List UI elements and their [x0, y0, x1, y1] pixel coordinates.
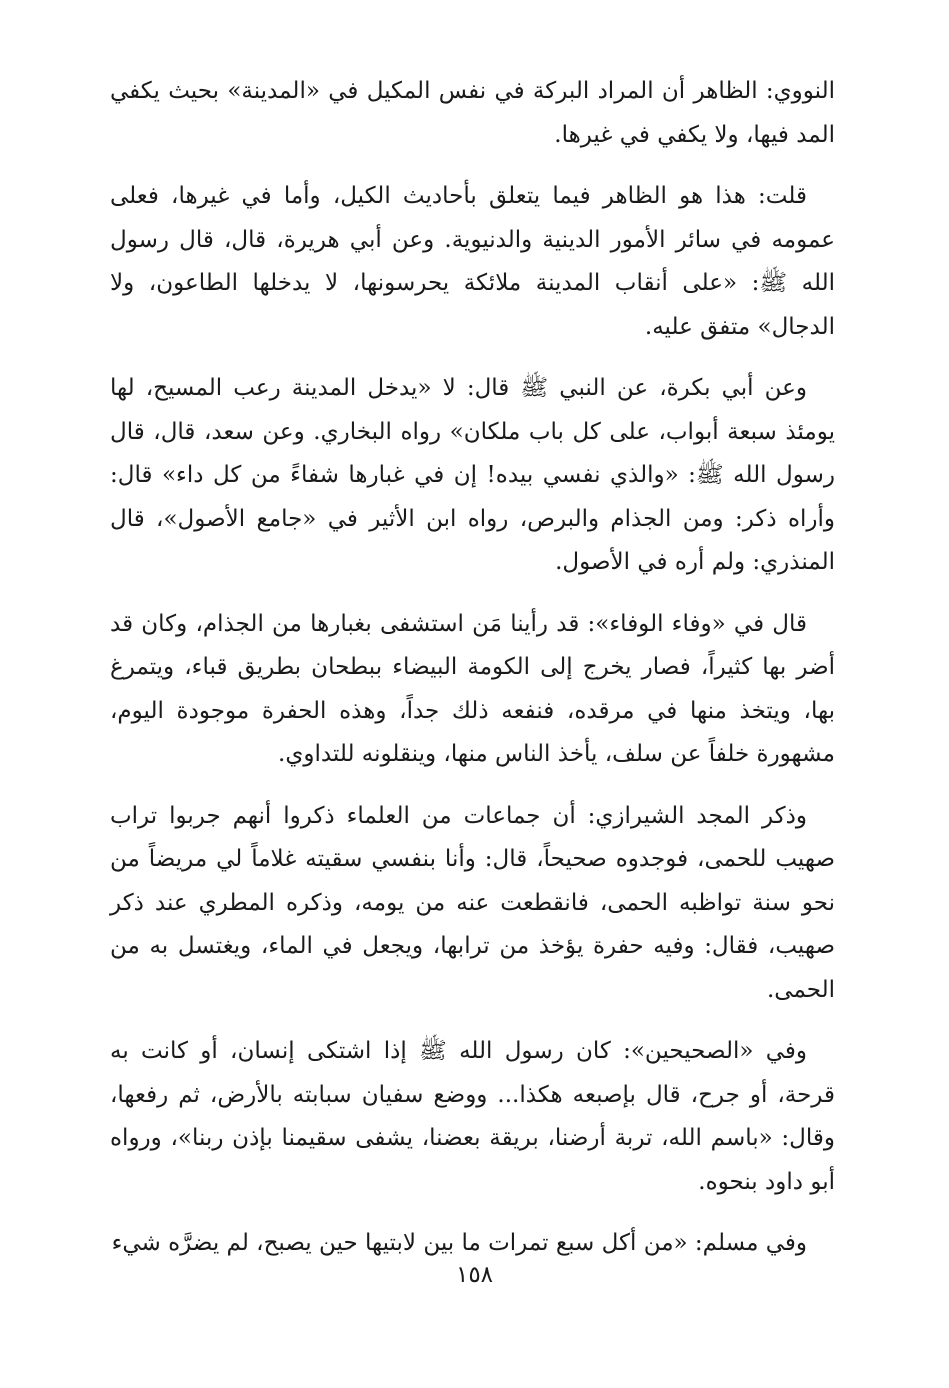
paragraph-sahihayn: وفي «الصحيحين»: كان رسول الله ﷺ إذا اشتكى إنسان، أو كانت به قرحة، أو جرح، قال بإصبعه هكذا... ووضع سفيان سبابته بالأرض، ثم رفعها، وقال: «باسم الله، تربة أرضنا، بريقة بعضنا، يشفى سقيمنا بإذن ربنا»، ورواه أبو داود بنحوه. [110, 1038, 835, 1195]
paragraph-abu-bakra: وعن أبي بكرة، عن النبي ﷺ قال: لا «يدخل المدينة رعب المسيح، لها يومئذ سبعة أبواب، على كل باب ملكان» رواه البخاري. وعن سعد، قال، قال رسول الله ﷺ: «والذي نفسي بيده! إن في غبارها شفاءً من كل داء» قال: وأراه ذكر: ومن الجذام والبرص، رواه ابن الأثير في «جامع الأصول»، قال المنذري: ولم أره في الأصول. [110, 375, 835, 575]
paragraph-majd-shirazi: وذكر المجد الشيرازي: أن جماعات من العلماء ذكروا أنهم جربوا تراب صهيب للحمى، فوجدوه صحيحاً، قال: وأنا بنفسي سقيته غلاماً لي مريضاً من نحو سنة تواظبه الحمى، فانقطعت عنه من يومه، وذكره المطري عند ذكر صهيب، فقال: وفيه حفرة يؤخذ من ترابها، ويجعل في الماء، ويغتسل به من الحمى. [110, 802, 835, 1003]
paragraph-muslim: وفي مسلم: «من أكل سبع تمرات ما بين لابتيها حين يصبح، لم يضرَّه شيء [111, 1230, 807, 1256]
page-body [110, 70, 835, 1284]
paragraph-nawawi: النووي: الظاهر أن المراد البركة في نفس المكيل في «المدينة» بحيث يكفي المد فيها، ولا يكفي في غيرها. [110, 78, 835, 148]
page-number: ١٥٨ [455, 1262, 494, 1288]
paragraph-wafa-alwafa: قال في «وفاء الوفاء»: قد رأينا مَن استشفى بغبارها من الجذام، وكان قد أضر بها كثيراً، فصار يخرج إلى الكومة البيضاء ببطحان بطريق قباء، ويتمرغ بها، ويتخذ منها في مرقده، فنفعه ذلك جداً، وهذه الحفرة موجودة اليوم، مشهورة خلفاً عن سلف، يأخذ الناس منها، وينقلونه للتداوي. [110, 610, 835, 767]
paragraph-qultu: قلت: هذا هو الظاهر فيما يتعلق بأحاديث الكيل، وأما في غيرها، فعلى عمومه في سائر الأمور الدينية والدنيوية. وعن أبي هريرة، قال، قال رسول الله ﷺ: «على أنقاب المدينة ملائكة يحرسونها، لا يدخلها الطاعون، ولا الدجال» متفق عليه. [110, 183, 835, 340]
